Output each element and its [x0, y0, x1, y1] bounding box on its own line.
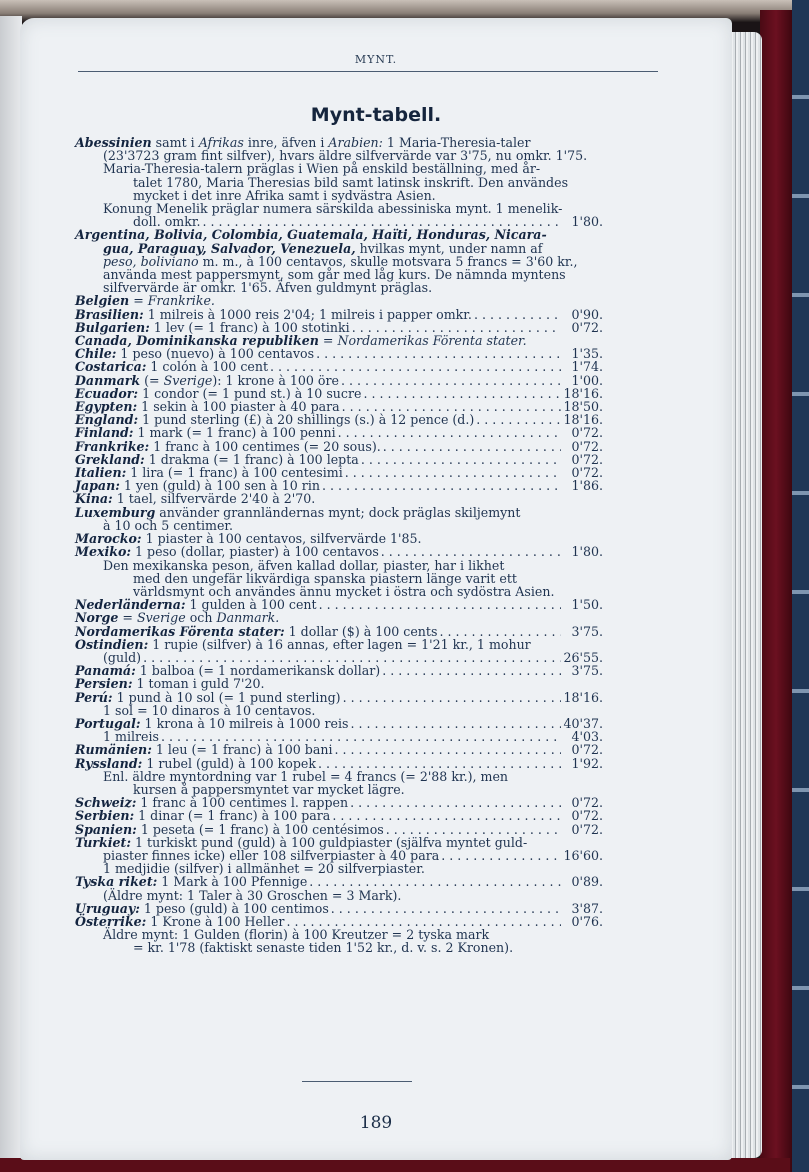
value-kronor: 1'50. [571, 597, 603, 613]
italic-ref: Frankrike. [147, 293, 215, 309]
entry-line [75, 492, 603, 505]
dot-leader [361, 453, 561, 466]
entry-ryssland [75, 757, 603, 797]
entry-text: 1 balboa (= 1 nordamerikansk dollar) [135, 663, 381, 679]
entry-osterrike [75, 915, 603, 955]
entry-text: 1 pund sterling (£) à 20 shillings (s.) à 12 pence (d.) [138, 412, 475, 428]
entry-line [75, 162, 603, 175]
entry-text: 1 mark (= 1 franc) à 100 penni [133, 425, 336, 441]
value-kronor: 26'55. [563, 649, 603, 665]
entry-text: 1 lev (= 1 franc) à 100 stotinki [149, 319, 350, 335]
dot-leader [319, 598, 561, 611]
country-name: Kina: [75, 491, 113, 507]
entry-brasilien [75, 308, 603, 321]
value-kronor: 0'72. [571, 319, 603, 335]
dot-leader [332, 809, 561, 822]
country-name: Finland: [75, 425, 134, 441]
dot-leader [350, 717, 561, 730]
entry-text: silfvervärde är omkr. 1'65. Äfven guldmynt präglas. [103, 280, 433, 296]
country-name: Brasilien: [75, 306, 144, 322]
entry-text: à 10 och 5 centimer. [103, 517, 234, 533]
entry-line [75, 875, 603, 888]
country-name: Chile: [75, 346, 117, 362]
entry-text: inre, äfven i [243, 135, 329, 150]
entry-text: hvilkas mynt, under namn af [355, 240, 543, 256]
value-kronor: 18'16. [563, 385, 603, 401]
entry-line [75, 242, 603, 255]
country-name: Costarica: [75, 359, 147, 375]
dot-leader [439, 625, 561, 638]
entry-text: Maria-Theresia-talern präglas i Wien på enskild beställning, med år- [103, 161, 541, 177]
entry-line [75, 823, 603, 836]
value-kronor: 0'72. [571, 465, 603, 481]
entry-text: 1 pund à 10 sol (= 1 pund sterling) [112, 689, 341, 705]
dot-leader [343, 691, 561, 704]
country-name: Belgien [75, 293, 130, 309]
country-name: Nederländerna: [75, 597, 186, 613]
dot-leader [341, 374, 561, 387]
entry-text: = [118, 610, 137, 626]
background-cloth [792, 0, 809, 1172]
entry-text: 1 Krone à 100 Heller [146, 913, 285, 929]
entry-line [75, 294, 603, 307]
entry-text: (23'3723 gram fint silfver), hvars äldre silfvervärde var 3'75, nu omkr. 1'75. [103, 148, 588, 164]
country-name: Tyska riket: [75, 874, 158, 890]
entry-text: piaster finnes icke) eller 108 silfverpiaster à 40 para [103, 847, 440, 863]
country-name: Norge [75, 610, 119, 626]
country-name: Marocko: [75, 531, 142, 547]
entry-nordamerikas [75, 625, 603, 638]
entry-text: 1 krona à 10 milreis à 1000 reis [140, 715, 349, 731]
entry-danmark [75, 374, 603, 387]
entry-mexiko [75, 545, 603, 598]
entry-text: (Äldre mynt: 1 Taler à 30 Groschen = 3 Mark). [103, 887, 402, 903]
country-name: Ostindien: [75, 636, 149, 652]
value-kronor: 3'75. [571, 623, 603, 639]
country-name: Mexiko: [75, 544, 132, 560]
dot-leader [382, 664, 561, 677]
entry-line [75, 228, 603, 241]
entry-line [75, 360, 603, 373]
entry-line [75, 559, 603, 572]
entry-line [75, 611, 603, 624]
value-kronor: 0'72. [571, 451, 603, 467]
entry-text: Den mexikanska peson, äfven kallad dollar, piaster, har i likhet [103, 557, 505, 573]
entry-line [75, 889, 603, 902]
entry-text: 1 franc à 100 centimes l. rappen [136, 795, 349, 811]
entry-line [75, 572, 603, 585]
entry-text: 1 turkiskt pund (guld) à 100 guldpiaster (själfva myntet guld- [131, 834, 528, 850]
entry-line [75, 308, 603, 321]
country-name: Schweiz: [75, 795, 137, 811]
country-name: Österrike: [75, 913, 147, 929]
italic-ref: Sverige [163, 372, 213, 388]
coin-table [75, 136, 603, 955]
entry-text: talet 1780, Maria Theresias bild samt latinsk inskrift. Den användes [133, 174, 569, 190]
entry-finland [75, 426, 603, 439]
value-kronor: 1'86. [571, 478, 603, 494]
entry-text: använder grannländernas mynt; dock präglas skiljemynt [155, 504, 521, 520]
dot-leader [381, 545, 561, 558]
country-name: Italien: [75, 465, 127, 481]
value-kronor: 1'80. [571, 214, 603, 230]
entry-text: doll. omkr. [133, 214, 201, 230]
entry-text: 1 colón à 100 cent [146, 359, 268, 375]
entry-text: 1 drakma (= 1 franc) à 100 lepta [144, 451, 359, 467]
entry-text: 1 leu (= 1 franc) à 100 bani [151, 742, 333, 758]
dot-leader [335, 743, 561, 756]
value-kronor: 0'72. [571, 821, 603, 837]
entry-frankrike [75, 440, 603, 453]
entry-text: 1 milreis à 1000 reis 2'04; 1 milreis i papper omkr. [143, 306, 472, 322]
entry-text: 1 medjidie (silfver) i allmänhet = 20 silfverpiaster. [103, 861, 425, 877]
value-kronor: 0'72. [571, 808, 603, 824]
italic-ref: Danmark. [216, 610, 280, 626]
page-number: 189 [359, 1113, 393, 1133]
entry-text: 1 milreis [103, 729, 159, 745]
entry-line [75, 374, 603, 387]
entry-line [75, 638, 603, 651]
entry-text: 1 sol = 10 dinaros à 10 centavos. [103, 702, 316, 718]
entry-line [75, 770, 603, 783]
value-kronor: 0'72. [571, 742, 603, 758]
entry-line [75, 506, 603, 519]
entry-text: med den ungefär likvärdiga spanska piastern länge varit ett [133, 570, 517, 586]
country-name: Panamá: [75, 663, 136, 679]
entry-text: m. m., à 100 centavos, skulle motsvara 5 francs = 3'60 kr., [198, 253, 578, 269]
entry-text: = [318, 333, 338, 349]
country-name: Argentina, Bolivia, Colombia, Guatemala, Haïti, Honduras, Nicara- [75, 227, 547, 243]
country-name: Egypten: [75, 399, 138, 415]
entry-ostindien [75, 638, 603, 664]
entry-line [75, 941, 603, 954]
entry-line [75, 691, 603, 704]
entry-text: 1 piaster à 100 centavos, silfvervärde 1'85. [141, 531, 422, 547]
entry-line [75, 176, 603, 189]
entry-text: 1 Maria-Theresia-taler [382, 135, 531, 150]
value-kronor: 0'72. [571, 425, 603, 441]
country-name: Canada, Dominikanska republiken [75, 333, 319, 349]
value-kronor: 3'87. [571, 900, 603, 916]
entry-text: världsmynt och användes ännu mycket i östra och sydöstra Asien. [133, 583, 555, 599]
italic-ref: Nordamerikas Förenta stater. [337, 333, 527, 349]
entry-text: 1 lira (= 1 franc) à 100 centesimi [126, 465, 343, 481]
value-kronor: 18'16. [563, 689, 603, 705]
entry-text: och [185, 610, 217, 626]
value-kronor: 0'72. [571, 795, 603, 811]
entry-argentina [75, 228, 603, 294]
entry-line [75, 809, 603, 822]
dot-leader [318, 757, 561, 770]
country-name: Turkiet: [75, 834, 131, 850]
dot-leader [270, 360, 561, 373]
entry-line [75, 704, 603, 717]
value-kronor: 4'03. [571, 729, 603, 745]
entry-belgien [75, 294, 603, 307]
entry-kina [75, 492, 603, 505]
entry-portugal [75, 717, 603, 743]
entry-rumanien [75, 743, 603, 756]
entry-line [75, 426, 603, 439]
dot-leader [345, 466, 561, 479]
country-name: Japan: [75, 478, 120, 494]
book-cover-red [760, 10, 792, 1172]
country-name: Perú: [75, 689, 113, 705]
entry-line [75, 757, 603, 770]
value-kronor: 1'92. [571, 755, 603, 771]
country-name: Nordamerikas Förenta stater: [75, 623, 285, 639]
country-name: Serbien: [75, 808, 135, 824]
entry-line [75, 545, 603, 558]
country-name: Spanien: [75, 821, 137, 837]
entry-text: 1 franc à 100 centimes (= 20 sous). [149, 438, 381, 454]
entry-turkiet [75, 836, 603, 876]
italic-ref: Afrikas [198, 135, 244, 150]
dot-leader [363, 387, 561, 400]
entry-text: ): 1 krone à 100 öre [212, 372, 339, 388]
entry-abessinien [75, 136, 603, 228]
entry-text: 1 sekin à 100 piaster à 40 para [137, 399, 340, 415]
entry-text: (guld) [103, 649, 142, 665]
value-kronor: 18'50. [563, 399, 603, 415]
country-name: Grekland: [75, 451, 145, 467]
entry-text: 1 Mark à 100 Pfennige [157, 874, 308, 890]
entry-line [75, 836, 603, 849]
entry-text: 1 toman i guld 7'20. [132, 676, 265, 692]
dot-leader [316, 347, 561, 360]
header-rule [78, 71, 658, 72]
dot-leader [350, 796, 561, 809]
country-name: Luxemburg [75, 504, 156, 520]
dot-leader [309, 875, 561, 888]
entry-line [75, 440, 603, 453]
value-kronor: 0'90. [571, 306, 603, 322]
value-kronor: 0'72. [571, 438, 603, 454]
entry-text: 1 rupie (silfver) à 16 annas, efter lagen = 1'21 kr., 1 mohur [148, 636, 531, 652]
value-kronor: 1'00. [571, 372, 603, 388]
entry-costarica [75, 360, 603, 373]
entry-text: samt i [151, 135, 199, 150]
dot-leader [441, 849, 561, 862]
book-page [20, 18, 732, 1160]
entry-text: 1 peso (dollar, piaster) à 100 centavos [131, 544, 379, 560]
entry-norge [75, 611, 603, 624]
dot-leader [386, 823, 561, 836]
country-name: Danmark [75, 372, 141, 388]
country-name: Abessinien [75, 135, 152, 150]
dot-leader [474, 308, 561, 321]
dot-leader [383, 440, 561, 453]
entry-text: 1 rubel (guld) à 100 kopek [142, 755, 317, 771]
value-kronor: 18'16. [563, 412, 603, 428]
italic-ref: peso, boliviano [103, 253, 199, 269]
country-name: Uruguay: [75, 900, 140, 916]
entry-persien [75, 677, 603, 690]
country-name: England: [75, 412, 139, 428]
entry-text: mycket i det inre Afrika samt i sydvästra Asien. [133, 187, 436, 203]
dot-leader [331, 902, 561, 915]
entry-line [75, 743, 603, 756]
entry-text: 1 dinar (= 1 franc) à 100 para [134, 808, 331, 824]
entry-line [75, 625, 603, 638]
page-title: Mynt-tabell. [310, 104, 442, 126]
country-name: Portugal: [75, 715, 141, 731]
entry-text: 1 gulden à 100 cent [185, 597, 317, 613]
value-kronor: 1'74. [571, 359, 603, 375]
entry-text: 1 tael, silfvervärde 2'40 à 2'70. [112, 491, 316, 507]
country-name: gua, Paraguay, Salvador, Venezuela, [103, 240, 356, 256]
value-kronor: 3'75. [571, 663, 603, 679]
entry-serbien [75, 809, 603, 822]
book-cover-bottom [0, 1158, 790, 1172]
value-kronor: 16'60. [563, 847, 603, 863]
entry-text: Enl. äldre myntordning var 1 rubel = 4 francs (= 2'88 kr.), men [103, 768, 509, 784]
entry-text: kursen å pappersmyntet var mycket lägre. [133, 781, 405, 797]
entry-line [75, 677, 603, 690]
entry-text: 1 dollar ($) à 100 cents [284, 623, 438, 639]
page-stack-edge [728, 32, 762, 1158]
entry-text: 1 peseta (= 1 franc) à 100 centésimos [136, 821, 384, 837]
value-kronor: 0'76. [571, 913, 603, 929]
entry-spanien [75, 823, 603, 836]
country-name: Persien: [75, 676, 133, 692]
entry-text: Konung Menelik präglar numera särskilda abessiniska mynt. 1 menelik- [103, 201, 563, 217]
running-head: MYNT. [354, 53, 398, 66]
value-kronor: 1'35. [571, 346, 603, 362]
dot-leader [476, 413, 561, 426]
entry-line [75, 902, 603, 915]
left-page-edge [0, 16, 22, 1158]
entry-uruguay [75, 902, 603, 915]
entry-tyska-riket [75, 875, 603, 901]
entry-text: använda mest pappersmynt, som går med låg kurs. De nämnda myntens [103, 267, 566, 283]
entry-text: Äldre mynt: 1 Gulden (florin) à 100 Kreutzer = 2 tyska mark [103, 927, 490, 943]
dot-leader [338, 426, 561, 439]
value-kronor: 1'80. [571, 544, 603, 560]
entry-text: 1 peso (guld) à 100 centimos [139, 900, 329, 916]
entry-peru [75, 691, 603, 717]
entry-text: (= [140, 372, 164, 388]
country-name: Bulgarien: [75, 319, 150, 335]
dot-leader [322, 479, 561, 492]
country-name: Ecuador: [75, 385, 139, 401]
italic-ref: Arabien: [328, 135, 383, 150]
value-kronor: 0'89. [571, 874, 603, 890]
entry-text: 1 condor (= 1 pund st.) à 10 sucre [138, 385, 362, 401]
country-name: Rumänien: [75, 742, 152, 758]
entry-text: 1 peso (nuevo) à 100 centavos [116, 346, 315, 362]
footer-rule [302, 1081, 412, 1082]
entry-text: = [129, 293, 148, 309]
value-kronor: 40'37. [563, 715, 603, 731]
entry-text: 1 yen (guld) à 100 sen à 10 rin [119, 478, 320, 494]
entry-text: = kr. 1'78 (faktiskt senaste tiden 1'52 kr., d. v. s. 2 Kronen). [133, 940, 514, 956]
country-name: Frankrike: [75, 438, 150, 454]
country-name: Ryssland: [75, 755, 143, 771]
italic-ref: Sverige [136, 610, 186, 626]
entry-luxemburg [75, 506, 603, 532]
